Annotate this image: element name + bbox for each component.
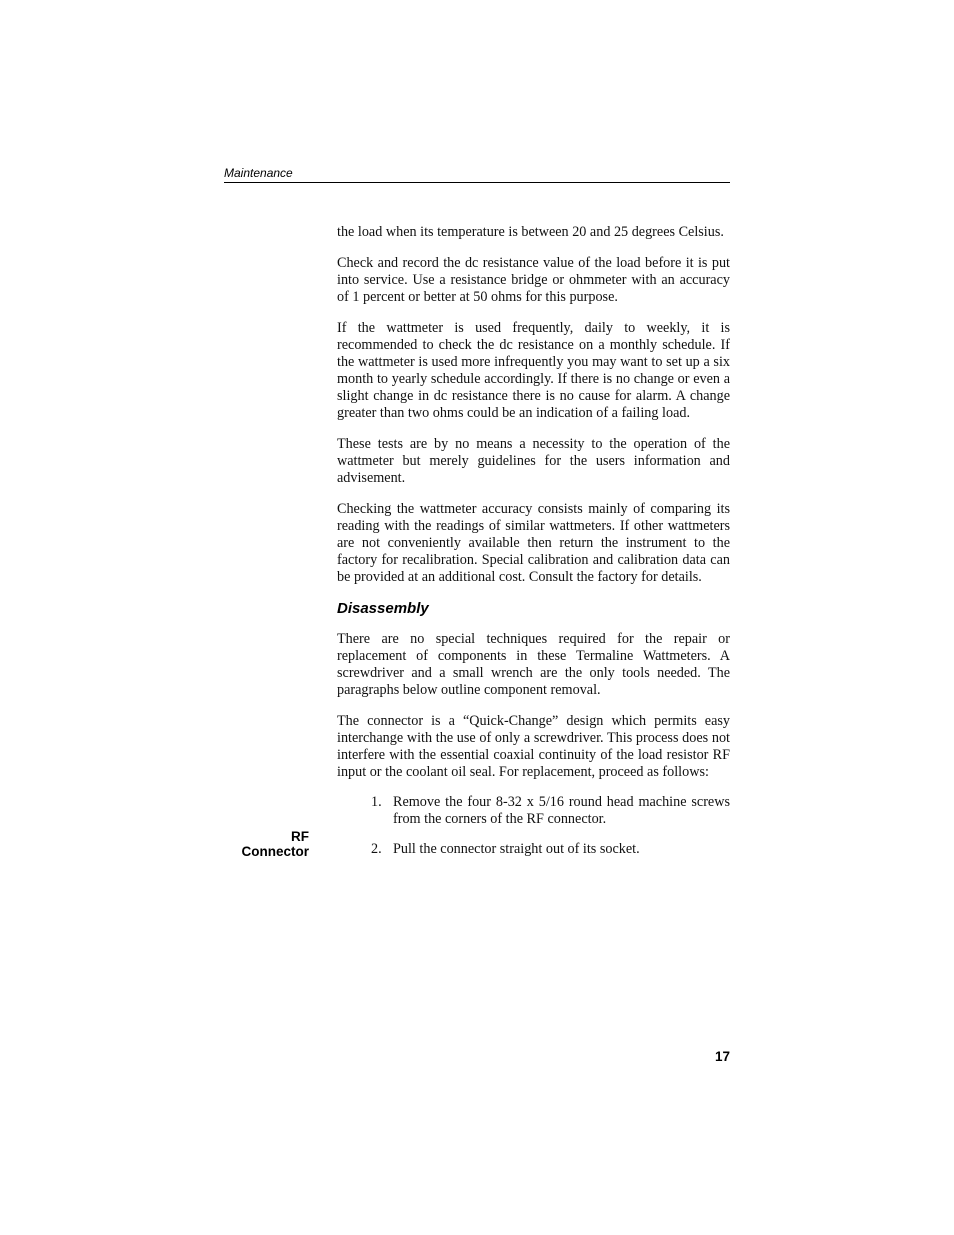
section-heading-disassembly: Disassembly — [337, 600, 429, 617]
running-head: Maintenance — [224, 166, 293, 180]
step-text: Remove the four 8-32 x 5/16 round head machine screws from the corners of the RF connector. — [393, 794, 730, 827]
step-text: Pull the connector straight out of its socket. — [393, 841, 640, 857]
paragraph-load-temperature: the load when its temperature is between 20 and 25 degrees Celsius. — [337, 224, 724, 240]
step-number: 2. — [371, 841, 382, 857]
list-item — [337, 794, 730, 828]
paragraph-rf-connector: The connector is a “Quick-Change” design which permits easy interchange with the use of only a screwdriver. This process does not interfere with the essential coaxial continuity of the load resistor RF input or the coolant oil seal. For replacement, proceed as follows: — [337, 713, 730, 780]
header-rule — [224, 182, 730, 183]
paragraph-accuracy-check: Checking the wattmeter accuracy consists mainly of comparing its reading with the readings of similar wattmeters. If other wattmeters are not conveniently available then return the instrument to the factory for recalibration. Special calibration and calibration data can be provided at an additional cost. Consult the factory for details. — [337, 501, 730, 585]
side-heading-rf-connector — [200, 829, 309, 859]
paragraph-tests-guidelines: These tests are by no means a necessity to the operation of the wattmeter but merely guidelines for the users information and advisement. — [337, 436, 730, 486]
side-heading-line: RF — [291, 829, 309, 844]
body-column — [337, 224, 730, 871]
paragraph-dc-resistance: Check and record the dc resistance value of the load before it is put into service. Use a resistance bridge or ohmmeter with an accuracy of 1 percent or better at 50 ohms for this purpose. — [337, 255, 730, 305]
paragraph-check-schedule: If the wattmeter is used frequently, daily to weekly, it is recommended to check the dc resistance on a monthly schedule. If the wattmeter is used more infrequently you may want to set up a six month to yearly schedule accordingly. If there is no change or even a slight change in dc resistance there is no cause for alarm. A change greater than two ohms could be an indication of a failing load. — [337, 320, 730, 421]
step-number: 1. — [371, 794, 382, 810]
replacement-steps-list — [337, 794, 730, 858]
side-heading-line: Connector — [241, 844, 309, 859]
page-number: 17 — [714, 1049, 730, 1064]
paragraph-disassembly-intro: There are no special techniques required for the repair or replacement of components in these Termaline Wattmeters. A screwdriver and a small wrench are the only tools needed. The paragraphs below outline component removal. — [337, 631, 730, 698]
list-item — [337, 841, 730, 858]
